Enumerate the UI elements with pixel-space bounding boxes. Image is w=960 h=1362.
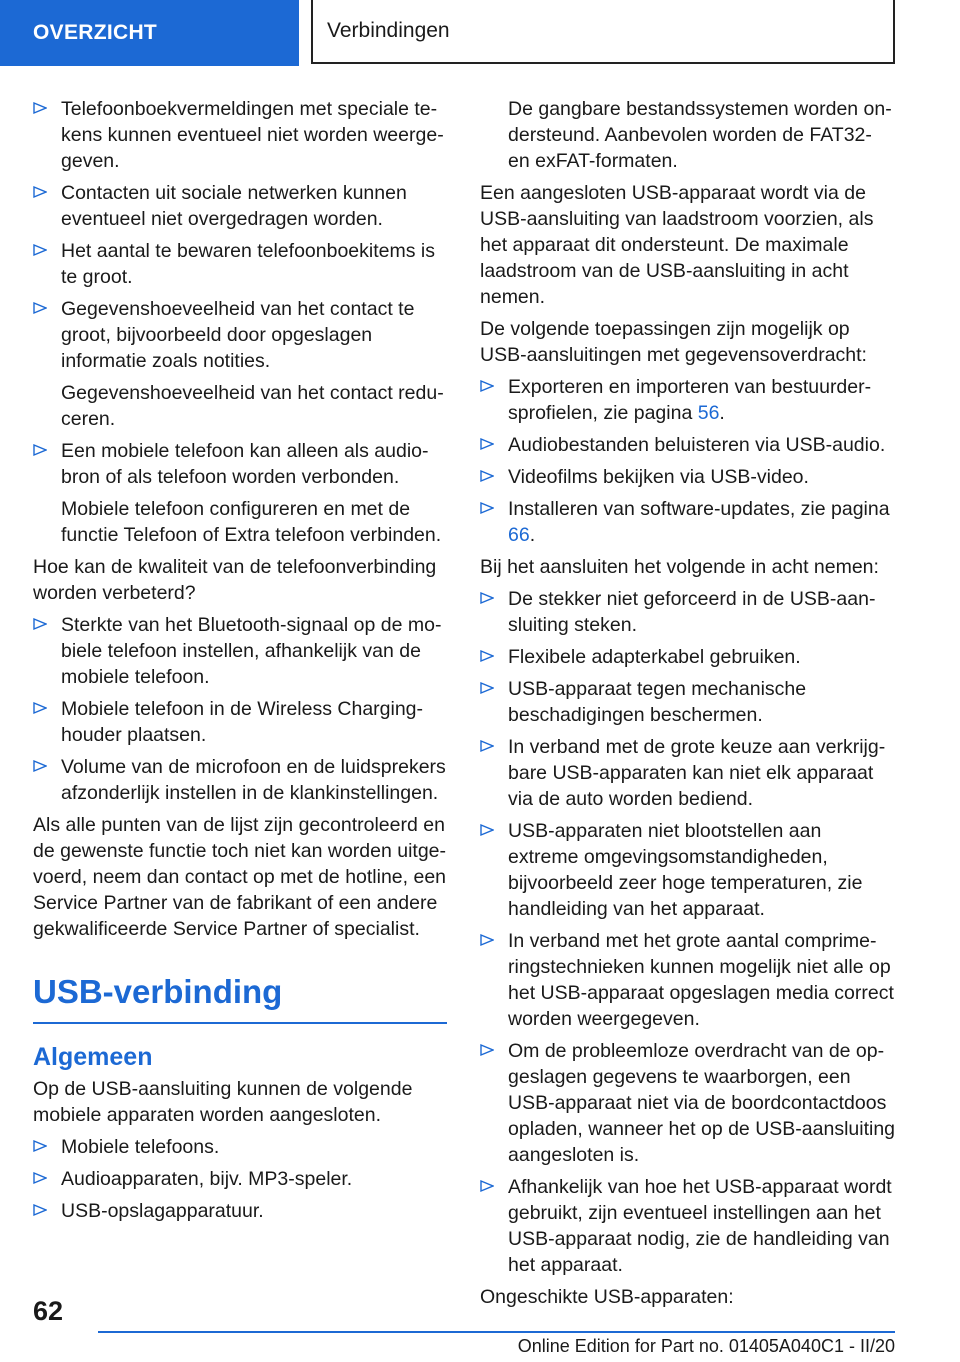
- list-item: [480, 1038, 896, 1168]
- list-item: [480, 586, 896, 638]
- triangle-bullet-icon: [33, 101, 47, 115]
- list-item: [480, 734, 896, 812]
- quality-question: Hoe kan de kwaliteit van de telefoonverbinding worden verbeterd?: [33, 556, 437, 604]
- triangle-bullet-icon: [33, 185, 47, 199]
- triangle-bullet-icon: [33, 443, 47, 457]
- triangle-bullet-icon: [480, 437, 494, 451]
- triangle-bullet-icon: [33, 301, 47, 315]
- list-item-text: Videofilms bekijken via USB-video.: [508, 466, 809, 488]
- list-item-period: .: [529, 524, 536, 546]
- list-item: [33, 180, 447, 232]
- applications-intro: De volgende toepassingen zijn mogelijk op USB-aansluitingen met gegevensoverdracht:: [480, 318, 867, 366]
- bullet-list-devices: [33, 1134, 447, 1224]
- list-item-text: De stekker niet geforceerd in de USB-aansluiting steken.: [508, 588, 876, 636]
- triangle-bullet-icon: [480, 469, 494, 483]
- list-item: [480, 464, 896, 490]
- list-item-text: Gegevenshoeveelheid van het contact te groot, bijvoorbeeld door opgeslagen informatie zoals notities.: [61, 298, 415, 372]
- triangle-bullet-icon: [33, 243, 47, 257]
- tab-overzicht[interactable]: [0, 0, 299, 66]
- triangle-bullet-icon: [480, 649, 494, 663]
- list-item: [33, 612, 447, 690]
- list-item-text: Het aantal te bewaren telefoonboekitems is te groot.: [61, 240, 435, 288]
- list-item-text: USB-apparaat tegen mechanische beschadigingen beschermen.: [508, 678, 807, 726]
- list-item: [480, 432, 896, 458]
- list-item: [480, 644, 896, 670]
- list-item-text: Telefoonboekvermeldingen met speciale tekens kunnen eventueel niet worden weergegeven.: [61, 98, 444, 172]
- triangle-bullet-icon: [480, 933, 494, 947]
- list-item-text: Exporteren en importeren van bestuurdersprofielen, zie pagina: [508, 376, 872, 424]
- list-item-subtext: Mobiele telefoon configureren en met de functie Telefoon of Extra telefoon verbinden.: [61, 498, 442, 546]
- list-item-text: Volume van de microfoon en de luidsprekers afzonderlijk instellen in de klankinstellingen.: [61, 756, 446, 804]
- triangle-bullet-icon: [480, 739, 494, 753]
- section-title: [311, 0, 895, 64]
- list-item-text: Contacten uit sociale netwerken kunnen eventueel niet overgedragen worden.: [61, 182, 407, 230]
- bullet-list-connect: [480, 586, 896, 1278]
- list-item: [480, 676, 896, 728]
- filesystem-note: De gangbare bestandssystemen worden ondersteund. Aanbevolen worden de FAT32- en exFAT-formaten.: [508, 98, 892, 172]
- triangle-bullet-icon: [33, 1203, 47, 1217]
- list-item: [480, 496, 896, 548]
- triangle-bullet-icon: [33, 1171, 47, 1185]
- service-paragraph: Als alle punten van de lijst zijn gecontroleerd en de gewenste functie toch niet kan worden uitgevoerd, neem dan contact op met de hotline, een Service Partner van de fabrikant of een andere gekwalificeerde Service Partner of specialist.: [33, 814, 447, 940]
- list-item: [33, 754, 447, 806]
- list-item-text: Mobiele telefoon in de Wireless Charging-houder plaatsen.: [61, 698, 424, 746]
- triangle-bullet-icon: [480, 1043, 494, 1057]
- list-item-text: USB-opslagapparatuur.: [61, 1200, 264, 1222]
- section-title-label: Verbindingen: [327, 19, 450, 42]
- list-item-text: Audioapparaten, bijv. MP3-speler.: [61, 1168, 353, 1190]
- list-item-text: Audiobestanden beluisteren via USB-audio.: [508, 434, 886, 456]
- page-link-56[interactable]: 56: [697, 402, 720, 424]
- unsuitable-devices-label: Ongeschikte USB-apparaten:: [480, 1286, 734, 1308]
- list-item-text: Om de probleemloze overdracht van de opgeslagen gegevens te waarborgen, een USB-apparaat niet via de boordcontactdoos opladen, wanneer het op de USB-aansluiting aangesloten is.: [508, 1040, 896, 1166]
- connect-intro: Bij het aansluiten het volgende in acht nemen:: [480, 556, 879, 578]
- list-item-text: Flexibele adapterkabel gebruiken.: [508, 646, 801, 668]
- list-item: [480, 818, 896, 922]
- triangle-bullet-icon: [33, 617, 47, 631]
- triangle-bullet-icon: [480, 591, 494, 605]
- triangle-bullet-icon: [480, 823, 494, 837]
- heading-usb-verbinding: USB-verbinding: [33, 972, 447, 1024]
- list-item-text: In verband met het grote aantal comprimeringstechnieken kunnen mogelijk niet alle op het USB-apparaat opgeslagen media correct worden weergegeven.: [508, 930, 894, 1030]
- list-item: [33, 1198, 447, 1224]
- bullet-list-applications: [480, 374, 896, 548]
- list-item-text: Mobiele telefoons.: [61, 1136, 220, 1158]
- list-item-text: Afhankelijk van hoe het USB-apparaat wordt gebruikt, zijn eventueel instellingen aan het USB-apparaat nodig, zie de handleiding van het apparaat.: [508, 1176, 892, 1276]
- list-item: [33, 1134, 447, 1160]
- page-header: [0, 0, 960, 66]
- list-item-text: In verband met de grote keuze aan verkrijgbare USB-apparaten kan niet elk apparaat via de auto worden bediend.: [508, 736, 886, 810]
- footer-edition: Online Edition for Part no. 01405A040C1 - II/20: [517, 1336, 895, 1356]
- triangle-bullet-icon: [33, 701, 47, 715]
- footer-divider: [98, 1331, 895, 1333]
- right-column: [480, 96, 896, 1316]
- list-item-text: Sterkte van het Bluetooth-signaal op de mobiele telefoon instellen, afhankelijk van de mobiele telefoon.: [61, 614, 442, 688]
- list-item-subtext: Gegevenshoeveelheid van het contact reduceren.: [61, 382, 444, 430]
- list-item-text: Een mobiele telefoon kan alleen als audiobron of als telefoon worden verbonden.: [61, 440, 429, 488]
- triangle-bullet-icon: [480, 379, 494, 393]
- triangle-bullet-icon: [480, 501, 494, 515]
- list-item: [33, 96, 447, 174]
- left-column: [33, 96, 447, 1230]
- triangle-bullet-icon: [33, 1139, 47, 1153]
- list-item: [33, 1166, 447, 1192]
- list-item-text: Installeren van software-updates, zie pagina: [508, 498, 890, 520]
- charging-paragraph: Een aangesloten USB-apparaat wordt via de USB-aansluiting van laadstroom voorzien, als het apparaat dit ondersteunt. De maximale laadstroom van de USB-aansluiting in acht nemen.: [480, 182, 874, 308]
- list-item-text: USB-apparaten niet blootstellen aan extreme omgevingsomstandigheden, bijvoorbeeld zeer hoge temperaturen, zie handleiding van het apparaat.: [508, 820, 863, 920]
- list-item: [480, 928, 896, 1032]
- page-number: 62: [33, 1296, 64, 1326]
- heading-algemeen: Algemeen: [33, 1043, 153, 1071]
- triangle-bullet-icon: [480, 681, 494, 695]
- list-item: [33, 296, 447, 374]
- page-link-66[interactable]: 66: [508, 524, 530, 546]
- triangle-bullet-icon: [33, 759, 47, 773]
- list-item: [480, 1174, 896, 1278]
- bullet-list-phonebook: [33, 96, 447, 548]
- tab-overzicht-label: OVERZICHT: [33, 21, 158, 44]
- triangle-bullet-icon: [480, 1179, 494, 1193]
- usb-intro-paragraph: Op de USB-aansluiting kunnen de volgende mobiele apparaten worden aangesloten.: [33, 1078, 413, 1126]
- list-item: [33, 696, 447, 748]
- list-item: [480, 374, 896, 426]
- list-item-period: .: [719, 402, 725, 424]
- list-item: [33, 438, 447, 490]
- list-item: [33, 238, 447, 290]
- bullet-list-quality: [33, 612, 447, 806]
